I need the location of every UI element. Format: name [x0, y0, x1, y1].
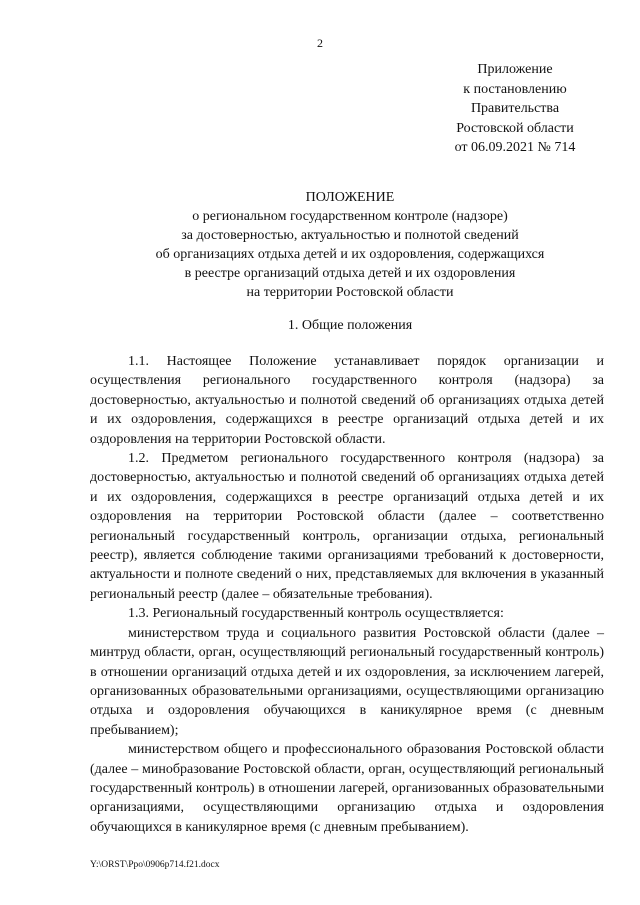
- appendix-line: Правительства: [470, 101, 560, 116]
- title-line: в реестре организаций отдыха детей и их оздоровления: [184, 266, 516, 281]
- title-line: за достоверностью, актуальностью и полнотой сведений: [181, 228, 519, 243]
- paragraph: 1.3. Региональный государственный контроль осуществляется:: [128, 606, 504, 622]
- body-text: [90, 352, 604, 837]
- title-line: на территории Ростовской области: [246, 285, 454, 300]
- appendix-line: к постановлению: [463, 81, 567, 97]
- section-heading: 1. Общие положения: [287, 318, 413, 333]
- appendix-block: [430, 60, 600, 158]
- page-number: 2: [317, 36, 323, 50]
- appendix-line: Приложение: [477, 62, 553, 77]
- paragraph: министерством общего и профессионального образования Ростовской области (далее – минобразование Ростовской области, орган, осуществляющий региональный государственный контроль) в отношении лагерей, организованных образовательными организациями, осуществляющими организацию отдыха и оздоровления обучающихся в каникулярное время (с дневным пребыванием).: [90, 742, 604, 835]
- file-path-footer: Y:\ORST\Ppo\0906p714.f21.docx: [90, 860, 220, 870]
- title-heading: ПОЛОЖЕНИЕ: [305, 190, 395, 205]
- title-line: о региональном государственном контроле (надзоре): [192, 209, 508, 224]
- document-title: [80, 188, 620, 302]
- appendix-line: Ростовской области: [456, 120, 574, 136]
- appendix-line: от 06.09.2021 № 714: [454, 140, 576, 155]
- paragraph: 1.2. Предметом регионального государственного контроля (надзора) за достоверностью, актуальностью и полнотой сведений об организациях отдыха детей и их оздоровления, содержащихся в реестре организаций отдыха детей и их оздоровления на территории Ростовской области (далее – соответственно региональный государственный контроль, организации отдыха, региональный реестр), является соблюдение такими организациями требований к достоверности, актуальности и полноте сведений о них, представляемых для включения в указанный региональный реестр (далее – обязательные требования).: [90, 451, 604, 602]
- paragraph: министерством труда и социального развития Ростовской области (далее – минтруд области, орган, осуществляющий региональный государственный контроль) в отношении организаций отдыха детей и их оздоровления, за исключением лагерей, организованных образовательными организациями, осуществляющими организацию отдыха и оздоровления обучающихся в каникулярное время (с дневным пребыванием);: [90, 625, 604, 738]
- paragraph: 1.1. Настоящее Положение устанавливает порядок организации и осуществления регионального государственного контроля (надзора) за достоверностью, актуальностью и полнотой сведений об организациях отдыха детей и их оздоровления, содержащихся в реестре организаций отдыха детей и их оздоровления на территории Ростовской области.: [90, 354, 604, 447]
- title-line: об организациях отдыха детей и их оздоровления, содержащихся: [155, 247, 545, 262]
